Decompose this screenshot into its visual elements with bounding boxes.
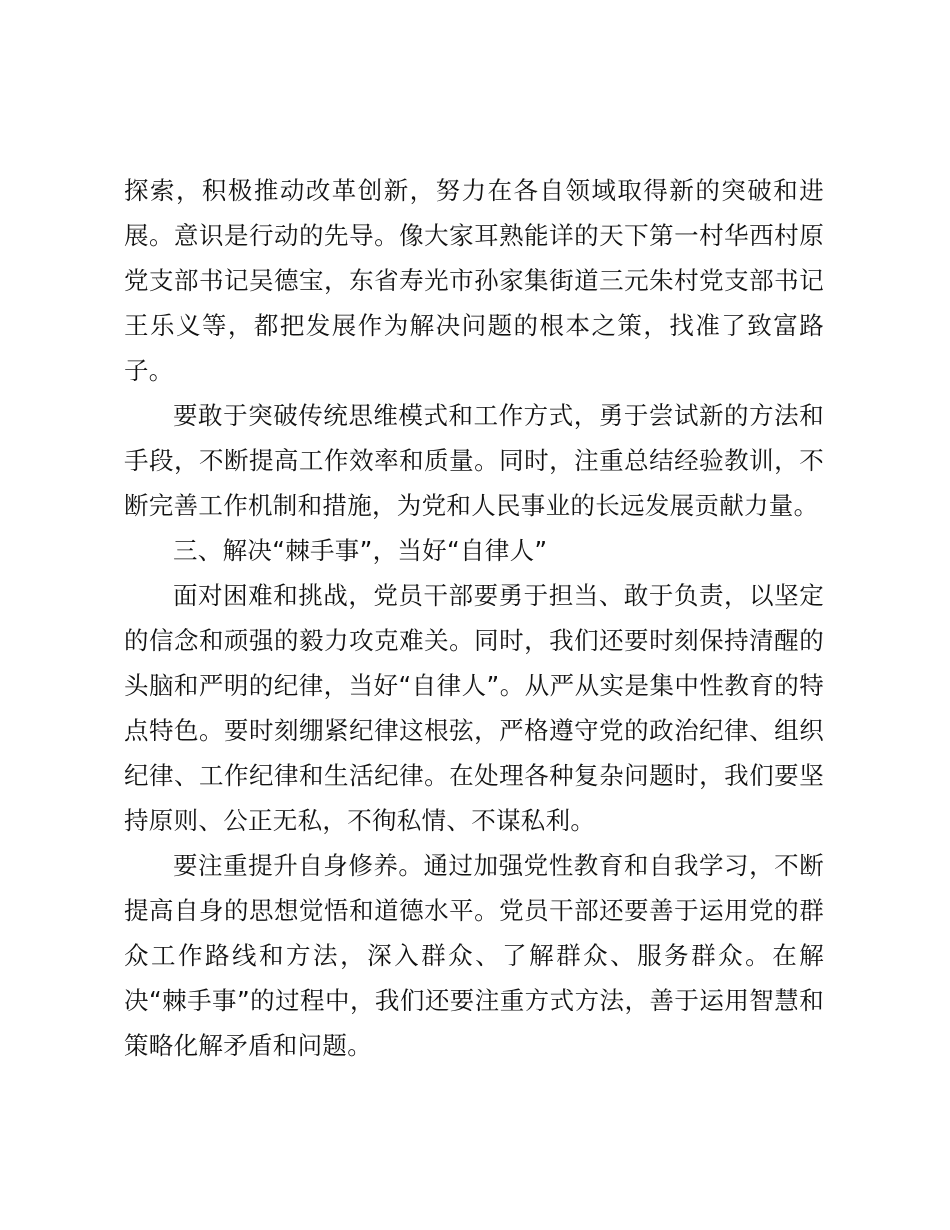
paragraph-continuation: 探索，积极推动改革创新，努力在各自领域取得新的突破和进展。意识是行动的先导。像大家耳熟能详的天下第一村华西村原党支部书记吴德宝，东省寿光市孙家集街道三元朱村党支部书记王乐义等，都把发展作为解决问题的根本之策，找准了致富路子。 xyxy=(124,176,824,385)
paragraph-discipline: 面对困难和挑战，党员干部要勇于担当、敢于负责，以坚定的信念和顽强的毅力攻克难关。同时，我们还要时刻保持清醒的头脑和严明的纪律，当好“自律人”。从严从实是集中性教育的特点特色。要时刻绷紧纪律这根弦，严格遵守党的政治纪律、组织纪律、工作纪律和生活纪律。在处理各种复杂问题时，我们要坚持原则、公正无私，不徇私情、不谋私利。 xyxy=(124,581,824,835)
paragraph-innovation: 要敢于突破传统思维模式和工作方式，勇于尝试新的方法和手段，不断提高工作效率和质量。同时，注重总结经验教训，不断完善工作机制和措施，为党和人民事业的长远发展贡献力量。 xyxy=(124,401,824,520)
section-heading-three: 三、解决“棘手事”，当好“自律人” xyxy=(173,536,548,565)
paragraph-self-cultivation: 要注重提升自身修养。通过加强党性教育和自我学习，不断提高自身的思想觉悟和道德水平。党员干部还要善于运用党的群众工作路线和方法，深入群众、了解群众、服务群众。在解决“棘手事”的过程中，我们还要注重方式方法，善于运用智慧和策略化解矛盾和问题。 xyxy=(124,851,824,1060)
document-body xyxy=(124,168,824,1068)
